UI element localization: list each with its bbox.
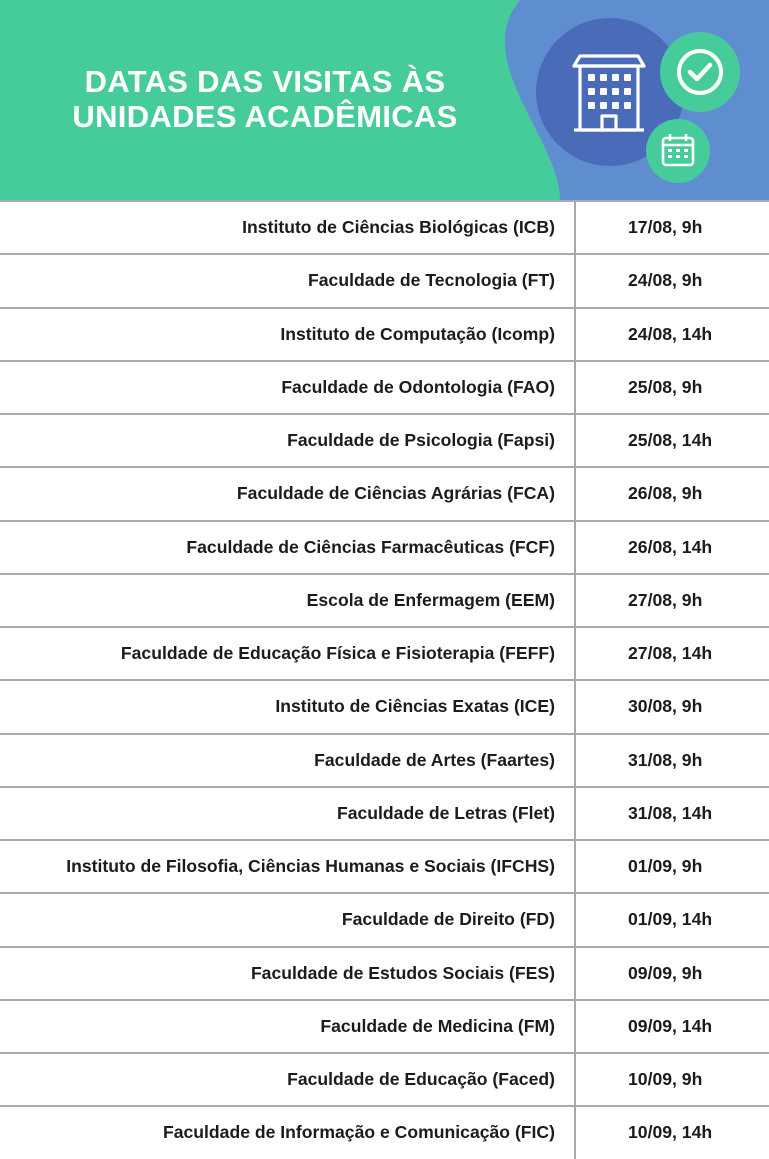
table-row	[0, 414, 769, 467]
visit-date: 30/08, 9h	[628, 696, 703, 717]
visit-date: 09/09, 9h	[628, 962, 703, 983]
table-row	[0, 467, 769, 520]
check-icon	[659, 31, 741, 118]
unit-name: Instituto de Computação (Icomp)	[0, 308, 576, 361]
unit-name: Faculdade de Letras (Flet)	[0, 787, 576, 840]
table-row	[0, 840, 769, 893]
visit-date: 27/08, 9h	[628, 589, 703, 610]
unit-name: Faculdade de Ciências Agrárias (FCA)	[0, 467, 576, 520]
table-row	[0, 1106, 769, 1159]
table-row	[0, 627, 769, 680]
visit-date: 09/09, 14h	[628, 1015, 713, 1036]
unit-name: Escola de Enfermagem (EEM)	[0, 574, 576, 627]
visit-date: 24/08, 9h	[628, 270, 703, 291]
table-row	[0, 1053, 769, 1106]
visit-date: 27/08, 14h	[628, 643, 713, 663]
visit-date: 10/09, 14h	[628, 1122, 713, 1143]
calendar-icon	[645, 118, 711, 189]
visit-date: 31/08, 9h	[628, 749, 703, 770]
header-banner	[0, 0, 769, 200]
table-row	[0, 308, 769, 361]
visit-date: 01/09, 14h	[628, 909, 713, 930]
title-line-2: UNIDADES ACADÊMICAS	[72, 99, 458, 134]
unit-name: Instituto de Ciências Biológicas (ICB)	[0, 201, 576, 254]
unit-name: Faculdade de Informação e Comunicação (FIC)	[0, 1106, 576, 1159]
visit-date: 31/08, 14h	[628, 802, 713, 823]
table-row	[0, 893, 769, 946]
unit-name: Faculdade de Tecnologia (FT)	[0, 254, 576, 307]
table-row	[0, 254, 769, 307]
visit-date: 25/08, 14h	[628, 430, 713, 450]
visit-date: 26/08, 14h	[628, 536, 713, 557]
unit-name: Instituto de Filosofia, Ciências Humanas e Sociais (IFCHS)	[0, 840, 576, 893]
unit-name: Faculdade de Medicina (FM)	[0, 1000, 576, 1053]
table-row	[0, 947, 769, 1000]
table-row	[0, 201, 769, 254]
visit-date: 17/08, 9h	[628, 217, 703, 237]
title-line-1: DATAS DAS VISITAS ÀS	[84, 64, 446, 99]
visit-date: 10/09, 9h	[628, 1069, 703, 1089]
table-row	[0, 1000, 769, 1053]
building-icon	[570, 52, 648, 139]
unit-name: Faculdade de Ciências Farmacêuticas (FCF)	[0, 521, 576, 574]
table-row	[0, 574, 769, 627]
unit-name: Faculdade de Psicologia (Fapsi)	[0, 414, 576, 467]
visit-date: 24/08, 14h	[628, 323, 713, 344]
unit-name: Faculdade de Educação (Faced)	[0, 1053, 576, 1106]
table-row	[0, 734, 769, 787]
visit-date: 25/08, 9h	[628, 376, 703, 397]
table-row	[0, 680, 769, 733]
unit-name: Faculdade de Estudos Sociais (FES)	[0, 947, 576, 1000]
unit-name: Faculdade de Educação Física e Fisioterapia (FEFF)	[0, 627, 576, 680]
visit-date: 26/08, 9h	[628, 483, 703, 504]
table-row	[0, 361, 769, 414]
unit-name: Faculdade de Direito (FD)	[0, 893, 576, 946]
table-row	[0, 521, 769, 574]
unit-name: Instituto de Ciências Exatas (ICE)	[0, 680, 576, 733]
table-row	[0, 787, 769, 840]
schedule-table	[0, 200, 769, 1159]
unit-name: Faculdade de Odontologia (FAO)	[0, 361, 576, 414]
page-title	[40, 64, 490, 134]
visit-date: 01/09, 9h	[628, 856, 703, 876]
unit-name: Faculdade de Artes (Faartes)	[0, 734, 576, 787]
